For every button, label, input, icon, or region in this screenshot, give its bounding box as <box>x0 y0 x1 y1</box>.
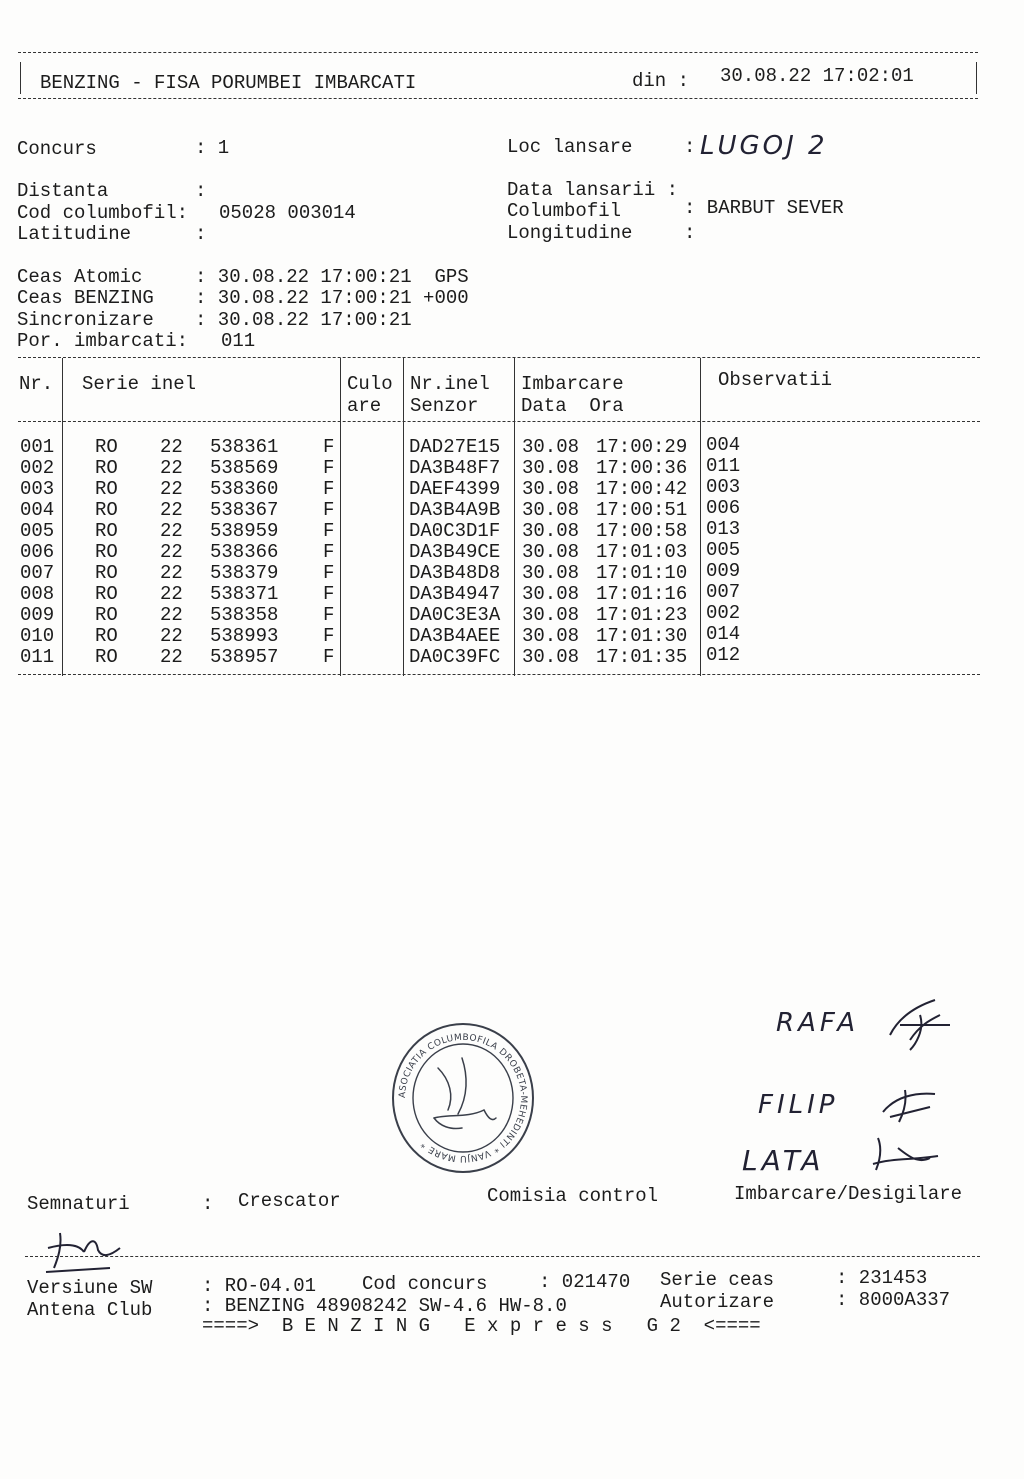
cell-obs: 006 <box>706 497 741 519</box>
signature-scribble <box>880 995 960 1055</box>
cell-time: 17:01:10 <box>596 562 688 584</box>
columbofil-value: : BARBUT SEVER <box>684 197 844 219</box>
cell-nr: 001 <box>20 436 55 458</box>
breeder-signature <box>40 1228 130 1278</box>
cell-time: 17:00:29 <box>596 436 688 458</box>
cell-sex: F <box>323 436 335 458</box>
cell-country: RO <box>95 583 118 605</box>
cell-year: 22 <box>160 604 183 626</box>
cell-chip: DA3B4AEE <box>409 625 501 647</box>
cell-date: 30.08 <box>522 541 580 563</box>
cell-date: 30.08 <box>522 604 580 626</box>
cell-sex: F <box>323 625 335 647</box>
cell-obs: 007 <box>706 581 741 603</box>
cod-columbofil-value: 05028 003014 <box>219 202 356 224</box>
sincronizare-label: Sincronizare <box>17 309 154 331</box>
cell-country: RO <box>95 499 118 521</box>
cell-nr: 002 <box>20 457 55 479</box>
signature-scribble <box>868 1128 948 1178</box>
ceas-benzing-value: : 30.08.22 17:00:21 +000 <box>195 287 469 309</box>
benzing-banner: ====> B E N Z I N G E x p r e s s G 2 <==== <box>202 1315 761 1337</box>
cell-obs: 005 <box>706 539 741 561</box>
cell-year: 22 <box>160 625 183 647</box>
cell-year: 22 <box>160 457 183 479</box>
header-imbarcare: Imbarcare <box>521 373 624 395</box>
cell-chip: DA3B4A9B <box>409 499 501 521</box>
semnaturi-label: Semnaturi <box>27 1193 130 1215</box>
signature-scribble <box>875 1082 945 1127</box>
header-culo: Culo <box>347 373 393 395</box>
cell-date: 30.08 <box>522 646 580 668</box>
autorizare-label: Autorizare <box>660 1291 775 1313</box>
cell-obs: 004 <box>706 434 741 456</box>
cell-sex: F <box>323 520 335 542</box>
comisia-control-label: Comisia control <box>487 1185 659 1207</box>
header-data-ora: Data Ora <box>521 395 624 417</box>
header-nr: Nr. <box>19 373 54 395</box>
cell-obs: 003 <box>706 476 741 498</box>
antena-club-value: : BENZING 48908242 SW-4.6 HW-8.0 <box>202 1295 567 1317</box>
header-serie-inel: Serie inel <box>82 373 197 395</box>
cell-year: 22 <box>160 478 183 500</box>
cell-nr: 005 <box>20 520 55 542</box>
cell-nr: 003 <box>20 478 55 500</box>
cell-nr: 009 <box>20 604 55 626</box>
cell-time: 17:01:35 <box>596 646 688 668</box>
cell-country: RO <box>95 457 118 479</box>
cell-ring: 538379 <box>210 562 279 584</box>
table-row <box>0 560 1000 584</box>
stamp-text: ASOCIATIA COLUMBOFILA DROBETA-MEHEDINTI * VANJU MARE * <box>397 1032 529 1164</box>
cell-date: 30.08 <box>522 562 580 584</box>
header-bottom-rule <box>18 98 978 99</box>
cell-country: RO <box>95 646 118 668</box>
handwritten-name-rafa: RAFA <box>776 1008 860 1038</box>
cell-nr: 010 <box>20 625 55 647</box>
versiune-sw-value: : RO-04.01 <box>202 1275 317 1297</box>
document-title: BENZING - FISA PORUMBEI IMBARCATI <box>40 72 417 94</box>
longitudine-colon: : <box>684 222 696 244</box>
cell-year: 22 <box>160 436 183 458</box>
cell-ring: 538993 <box>210 625 279 647</box>
cell-time: 17:01:03 <box>596 541 688 563</box>
cell-chip: DA3B48D8 <box>409 562 501 584</box>
table-row <box>0 623 1000 647</box>
cell-ring: 538959 <box>210 520 279 542</box>
handwritten-name-lata: LATA <box>742 1144 825 1177</box>
crescator-label: Crescator <box>238 1190 341 1212</box>
table-row <box>0 434 1000 458</box>
cell-date: 30.08 <box>522 520 580 542</box>
antena-club-label: Antena Club <box>27 1299 153 1321</box>
cell-time: 17:00:58 <box>596 520 688 542</box>
loc-lansare-label: Loc lansare <box>507 136 633 158</box>
cell-year: 22 <box>160 499 183 521</box>
por-imbarcati-value: 011 <box>221 330 256 352</box>
din-label: din : <box>632 70 690 92</box>
club-stamp <box>388 1018 538 1178</box>
cell-nr: 011 <box>20 646 55 668</box>
autorizare-value: : 8000A337 <box>836 1289 951 1311</box>
cell-obs: 013 <box>706 518 741 540</box>
cell-ring: 538366 <box>210 541 279 563</box>
cell-country: RO <box>95 436 118 458</box>
cell-chip: DA3B48F7 <box>409 457 501 479</box>
cell-sex: F <box>323 562 335 584</box>
header-right-border <box>976 62 977 94</box>
cell-chip: DAD27E15 <box>409 436 501 458</box>
cell-country: RO <box>95 625 118 647</box>
cell-ring: 538361 <box>210 436 279 458</box>
cell-nr: 004 <box>20 499 55 521</box>
table-row <box>0 644 1000 668</box>
por-imbarcati-label: Por. imbarcati: <box>17 330 189 352</box>
table-row <box>0 518 1000 542</box>
cell-date: 30.08 <box>522 478 580 500</box>
versiune-sw-label: Versiune SW <box>27 1277 153 1299</box>
distanta-label: Distanta <box>17 180 109 202</box>
latitudine-label: Latitudine <box>17 223 132 245</box>
imbarcare-desigilare-label: Imbarcare/Desigilare <box>734 1183 963 1205</box>
cell-chip: DAEF4399 <box>409 478 501 500</box>
cell-obs: 011 <box>706 455 741 477</box>
cell-sex: F <box>323 646 335 668</box>
serie-ceas-value: : 231453 <box>836 1267 928 1289</box>
header-nr-inel: Nr.inel <box>410 373 490 395</box>
ceas-atomic-value: : 30.08.22 17:00:21 GPS <box>195 266 469 288</box>
cell-sex: F <box>323 583 335 605</box>
cell-sex: F <box>323 604 335 626</box>
cell-time: 17:01:30 <box>596 625 688 647</box>
cod-concurs-value: : 021470 <box>539 1271 631 1293</box>
header-observatii: Observatii <box>718 369 833 391</box>
cell-country: RO <box>95 604 118 626</box>
print-datetime: 30.08.22 17:02:01 <box>720 65 914 87</box>
table-row <box>0 476 1000 500</box>
cell-sex: F <box>323 457 335 479</box>
ceas-benzing-label: Ceas BENZING <box>17 287 154 309</box>
sincronizare-value: : 30.08.22 17:00:21 <box>195 309 412 331</box>
concurs-value: : 1 <box>195 137 230 159</box>
dove-icon <box>434 1058 496 1129</box>
cell-country: RO <box>95 541 118 563</box>
ceas-atomic-label: Ceas Atomic <box>17 266 143 288</box>
cell-sex: F <box>323 541 335 563</box>
latitudine-colon: : <box>195 223 207 245</box>
longitudine-label: Longitudine <box>507 222 633 244</box>
cell-nr: 006 <box>20 541 55 563</box>
cell-date: 30.08 <box>522 436 580 458</box>
serie-ceas-label: Serie ceas <box>660 1269 775 1291</box>
cell-country: RO <box>95 520 118 542</box>
table-header-rule <box>18 421 980 422</box>
table-bottom-rule <box>18 674 980 675</box>
header-senzor: Senzor <box>410 395 479 417</box>
semnaturi-colon: : <box>202 1193 214 1215</box>
cell-obs: 009 <box>706 560 741 582</box>
cell-country: RO <box>95 478 118 500</box>
cell-nr: 007 <box>20 562 55 584</box>
cell-date: 30.08 <box>522 583 580 605</box>
footer-top-rule <box>25 1256 980 1257</box>
concurs-label: Concurs <box>17 138 97 160</box>
cell-ring: 538358 <box>210 604 279 626</box>
cell-sex: F <box>323 499 335 521</box>
cell-chip: DA0C3D1F <box>409 520 501 542</box>
header-top-rule <box>18 52 978 53</box>
cell-time: 17:00:42 <box>596 478 688 500</box>
cell-obs: 012 <box>706 644 741 666</box>
handwritten-name-filip: FILIP <box>758 1090 839 1120</box>
cell-chip: DA3B4947 <box>409 583 501 605</box>
header-left-border <box>20 62 21 94</box>
cod-columbofil-label: Cod columbofil: <box>17 202 189 224</box>
cell-time: 17:01:16 <box>596 583 688 605</box>
table-row <box>0 497 1000 521</box>
cell-country: RO <box>95 562 118 584</box>
cell-ring: 538569 <box>210 457 279 479</box>
cell-year: 22 <box>160 520 183 542</box>
cell-nr: 008 <box>20 583 55 605</box>
cell-year: 22 <box>160 562 183 584</box>
columbofil-label: Columbofil <box>507 200 622 222</box>
cell-date: 30.08 <box>522 457 580 479</box>
cell-year: 22 <box>160 541 183 563</box>
cell-chip: DA3B49CE <box>409 541 501 563</box>
cell-chip: DA0C39FC <box>409 646 501 668</box>
cell-year: 22 <box>160 646 183 668</box>
header-are: are <box>347 395 382 417</box>
cell-time: 17:00:36 <box>596 457 688 479</box>
cell-date: 30.08 <box>522 625 580 647</box>
cell-obs: 014 <box>706 623 741 645</box>
cell-sex: F <box>323 478 335 500</box>
cell-ring: 538371 <box>210 583 279 605</box>
loc-lansare-handwritten: LUGOJ 2 <box>700 131 828 161</box>
table-row <box>0 602 1000 626</box>
cell-time: 17:01:23 <box>596 604 688 626</box>
table-row <box>0 539 1000 563</box>
cell-ring: 538957 <box>210 646 279 668</box>
cod-concurs-label: Cod concurs <box>362 1273 488 1295</box>
loc-lansare-colon: : <box>684 136 696 158</box>
cell-ring: 538367 <box>210 499 279 521</box>
data-lansarii-label: Data lansarii : <box>507 179 679 201</box>
table-row <box>0 581 1000 605</box>
cell-date: 30.08 <box>522 499 580 521</box>
cell-obs: 002 <box>706 602 741 624</box>
table-top-rule <box>18 357 980 358</box>
cell-ring: 538360 <box>210 478 279 500</box>
cell-chip: DA0C3E3A <box>409 604 501 626</box>
cell-year: 22 <box>160 583 183 605</box>
table-row <box>0 455 1000 479</box>
distanta-colon: : <box>195 180 207 202</box>
cell-time: 17:00:51 <box>596 499 688 521</box>
